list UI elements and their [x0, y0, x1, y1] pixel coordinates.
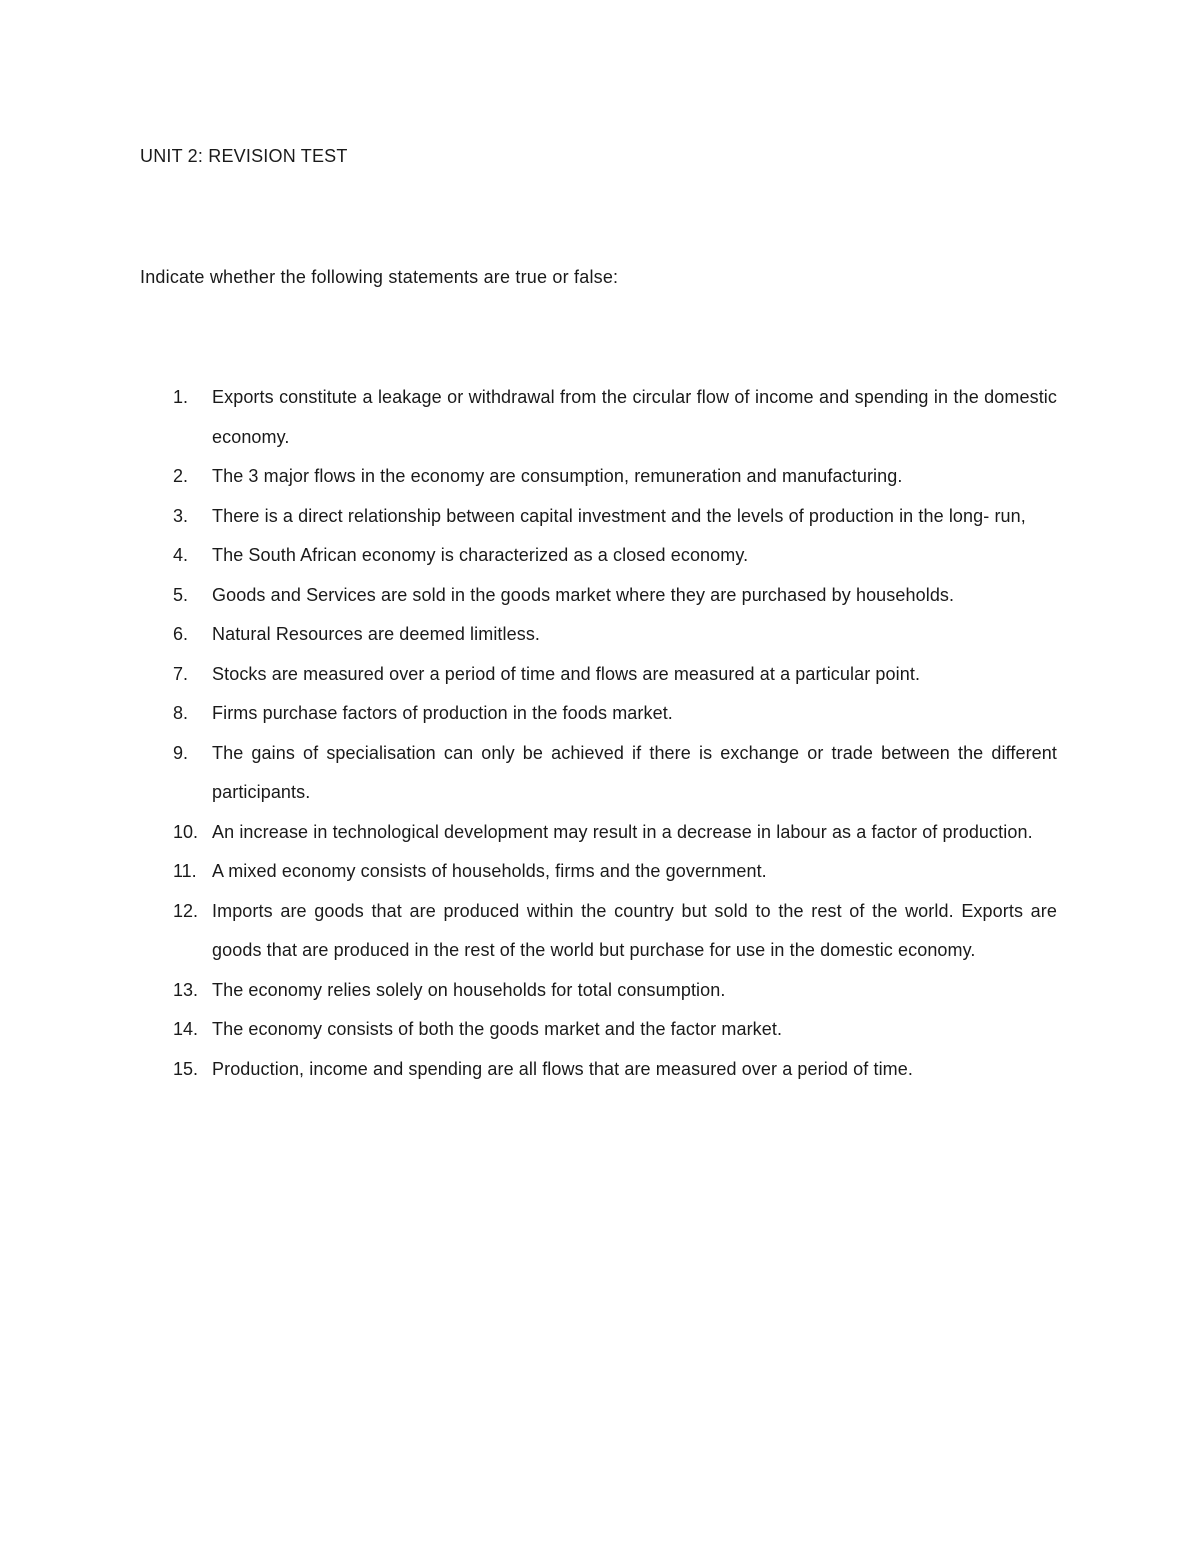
- question-item: [0, 694, 1200, 734]
- question-number: 3.: [173, 505, 189, 526]
- question-text: The South African economy is characterized as a closed economy.: [212, 545, 749, 565]
- question-item: [0, 457, 1200, 497]
- question-number: 9.: [173, 742, 189, 763]
- question-number: 13.: [173, 979, 199, 1000]
- question-text: Exports constitute a leakage or withdrawal from the circular flow of income and spending in the domestic economy.: [212, 387, 1057, 447]
- question-item: [0, 378, 1200, 457]
- question-text: The 3 major flows in the economy are consumption, remuneration and manufacturing.: [212, 466, 903, 486]
- question-text: The economy relies solely on households for total consumption.: [212, 979, 726, 1000]
- question-item: [0, 852, 1200, 892]
- question-item: [0, 1010, 1200, 1050]
- question-text: Goods and Services are sold in the goods market where they are purchased by households.: [212, 584, 955, 605]
- question-item: [0, 971, 1200, 1011]
- question-number: 2.: [173, 466, 189, 486]
- question-number: 7.: [173, 663, 189, 684]
- question-number: 14.: [173, 1019, 199, 1039]
- question-number: 11.: [173, 861, 197, 881]
- question-item: [0, 892, 1200, 971]
- question-text: Imports are goods that are produced within the country but sold to the rest of the world. Exports are goods that are produced in the rest of the world but purchase for use in the domestic economy.: [212, 900, 1057, 960]
- question-number: 6.: [173, 624, 189, 644]
- instruction-text: Indicate whether the following statements are true or false:: [140, 267, 619, 287]
- question-number: 8.: [173, 703, 189, 723]
- document-title: UNIT 2: REVISION TEST: [140, 146, 348, 166]
- question-item: [0, 655, 1200, 695]
- question-number: 15.: [173, 1058, 199, 1079]
- question-text: An increase in technological development may result in a decrease in labour as a factor of production.: [212, 821, 1033, 842]
- question-item: [0, 615, 1200, 655]
- question-text: Production, income and spending are all flows that are measured over a period of time.: [212, 1058, 913, 1079]
- question-text: The economy consists of both the goods market and the factor market.: [212, 1019, 783, 1039]
- question-item: [0, 536, 1200, 576]
- question-item: [0, 1050, 1200, 1090]
- question-number: 1.: [173, 387, 189, 407]
- question-list: [0, 378, 1200, 1089]
- question-item: [0, 576, 1200, 616]
- question-number: 12.: [173, 900, 199, 921]
- question-item: [0, 734, 1200, 813]
- question-text: There is a direct relationship between capital investment and the levels of production in the long- run,: [212, 505, 1026, 526]
- question-item: [0, 497, 1200, 537]
- question-text: The gains of specialisation can only be achieved if there is exchange or trade between the different participants.: [212, 742, 1057, 802]
- question-item: [0, 813, 1200, 853]
- question-number: 4.: [173, 545, 189, 565]
- question-number: 5.: [173, 584, 189, 605]
- question-number: 10.: [173, 821, 199, 842]
- question-text: Firms purchase factors of production in the foods market.: [212, 703, 673, 723]
- question-text: Stocks are measured over a period of time and flows are measured at a particular point.: [212, 663, 921, 684]
- question-text: Natural Resources are deemed limitless.: [212, 624, 541, 644]
- question-text: A mixed economy consists of households, firms and the government.: [212, 861, 767, 881]
